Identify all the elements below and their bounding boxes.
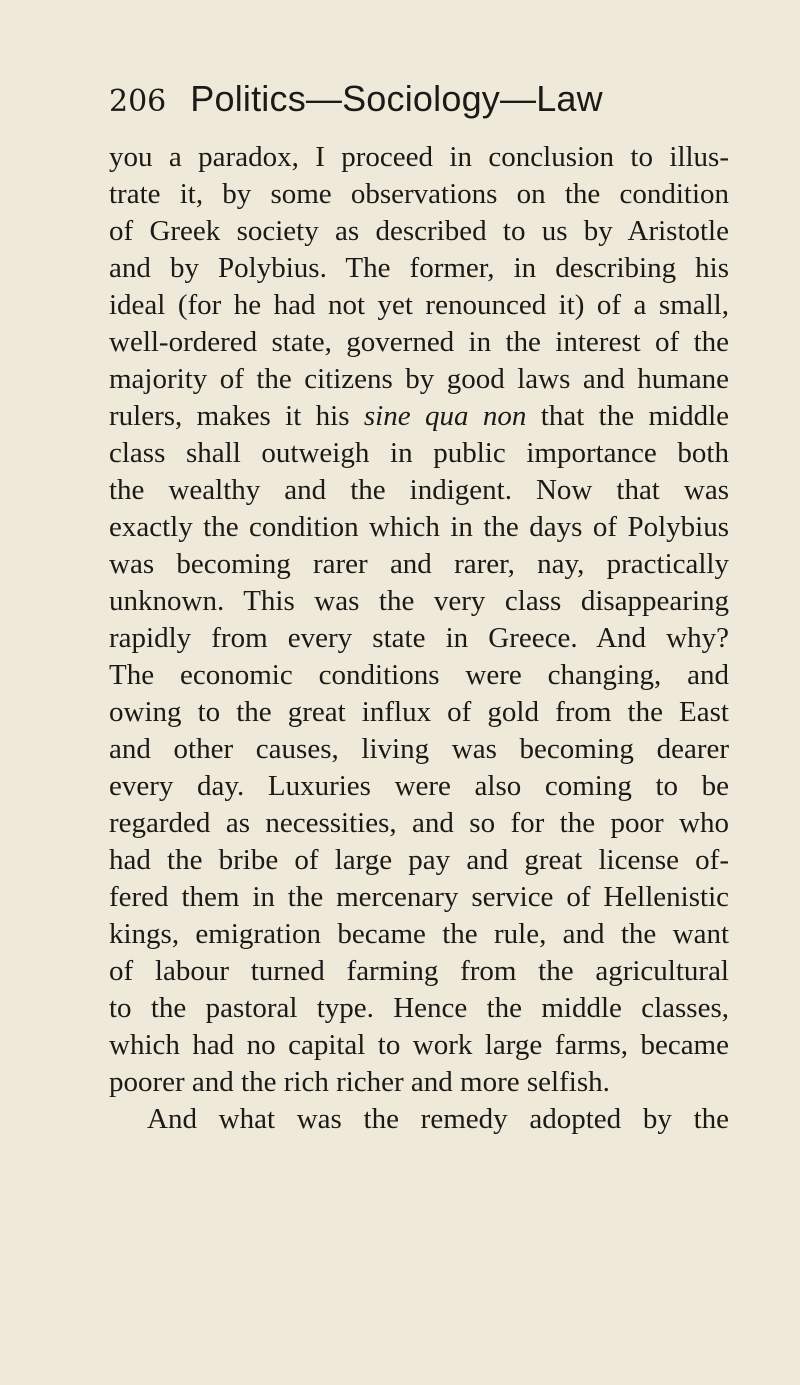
- text-line: majority of the citizens by good laws and humane: [109, 363, 729, 395]
- body-text: [109, 139, 729, 1138]
- text-segment: rulers, makes it his: [109, 400, 350, 432]
- text-line: unknown. This was the very class disappearing: [109, 585, 729, 617]
- text-line: you a paradox, I proceed in conclusion to illus-: [109, 141, 729, 173]
- text-line: of labour turned farming from the agricultural: [109, 955, 729, 987]
- text-line: which had no capital to work large farms, became: [109, 1029, 729, 1061]
- text-line: kings, emigration became the rule, and the want: [109, 918, 729, 950]
- text-line: owing to the great influx of gold from the East: [109, 696, 729, 728]
- text-line: exactly the condition which in the days of Polybius: [109, 511, 729, 543]
- text-line: fered them in the mercenary service of Hellenistic: [109, 881, 729, 913]
- text-line: The economic conditions were changing, and: [109, 659, 729, 691]
- text-line: of Greek society as described to us by Aristotle: [109, 215, 729, 247]
- text-line: and by Polybius. The former, in describing his: [109, 252, 729, 284]
- text-line: every day. Luxuries were also coming to be: [109, 770, 729, 802]
- text-line: trate it, by some observations on the condition: [109, 178, 729, 210]
- text-line-with-italic: [109, 398, 729, 435]
- text-line: well-ordered state, governed in the interest of the: [109, 326, 729, 358]
- text-line: had the bribe of large pay and great license of-: [109, 844, 729, 876]
- running-head: [109, 74, 729, 124]
- text-line: the wealthy and the indigent. Now that was: [109, 474, 729, 506]
- text-segment: that the middle: [540, 400, 729, 432]
- page-number: 206: [109, 84, 167, 119]
- text-line: poorer and the rich richer and more selfish.: [109, 1066, 610, 1098]
- text-line: was becoming rarer and rarer, nay, practically: [109, 548, 729, 580]
- text-line: rapidly from every state in Greece. And why?: [109, 622, 729, 654]
- text-line: and other causes, living was becoming dearer: [109, 733, 729, 765]
- text-line: class shall outweigh in public importance both: [109, 437, 729, 469]
- italic-phrase: sine qua non: [363, 400, 527, 432]
- text-line: And what was the remedy adopted by the: [147, 1103, 729, 1135]
- running-title: Politics—Sociology—Law: [190, 78, 603, 119]
- text-line: regarded as necessities, and so for the poor who: [109, 807, 729, 839]
- text-line: ideal (for he had not yet renounced it) of a small,: [109, 289, 729, 321]
- text-line: to the pastoral type. Hence the middle classes,: [109, 992, 729, 1024]
